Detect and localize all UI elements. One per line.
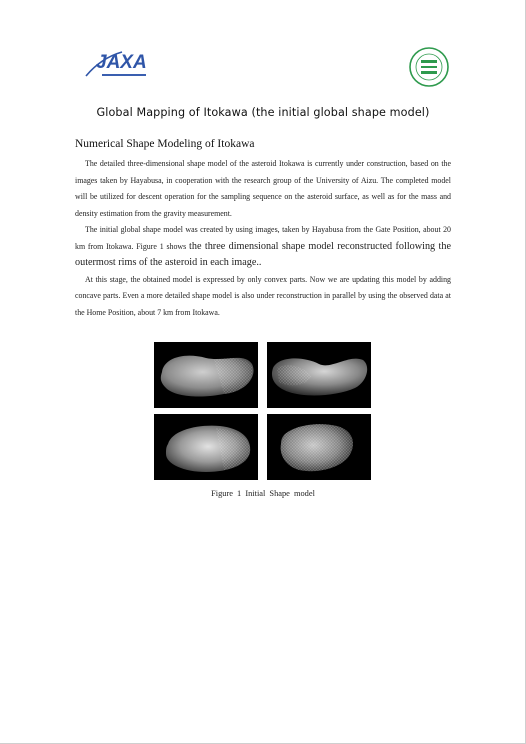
figure-caption: Figure 1 Initial Shape model: [211, 489, 315, 498]
shape-model-view-1: [154, 342, 258, 408]
paragraph-2-part-b: the three dimensional shape model reconstructed following the outermost rims of the asteroid in each image..: [75, 240, 451, 268]
paragraph-2: [75, 222, 451, 272]
university-of-aizu-seal-icon: [408, 46, 450, 88]
paragraph-1: The detailed three-dimensional shape model of the asteroid Itokawa is currently under construction, based on the images taken by Hayabusa, in cooperation with the research group of the University of Aizu. The completed model will be utilized for descent operation for the sampling sequence on the asteroid surface, as well as for the mass and density estimation from the gravity measurement.: [75, 159, 451, 218]
page-title: Global Mapping of Itokawa (the initial global shape model): [96, 106, 430, 119]
paragraph-2-part-a: The initial global shape model was created by using images, taken by Hayabusa from the Gate Position, about 20 km from Itokawa. Figure 1 shows: [75, 225, 451, 251]
section-heading: Numerical Shape Modeling of Itokawa: [75, 138, 255, 150]
shape-model-view-2: [267, 342, 371, 408]
shape-model-view-3: [154, 414, 258, 480]
body-text: [75, 156, 451, 321]
jaxa-logo-icon: [82, 46, 158, 84]
shape-model-view-4: [267, 414, 371, 480]
paragraph-3: At this stage, the obtained model is expressed by only convex parts. Now we are updating this model by adding concave parts. Even a more detailed shape model is also under reconstruction in parallel by using the observed data at the Home Position, about 7 km from Itokawa.: [75, 274, 451, 317]
jaxa-logo-subline: [102, 74, 146, 76]
jaxa-logo-text: JAXA: [96, 52, 147, 73]
